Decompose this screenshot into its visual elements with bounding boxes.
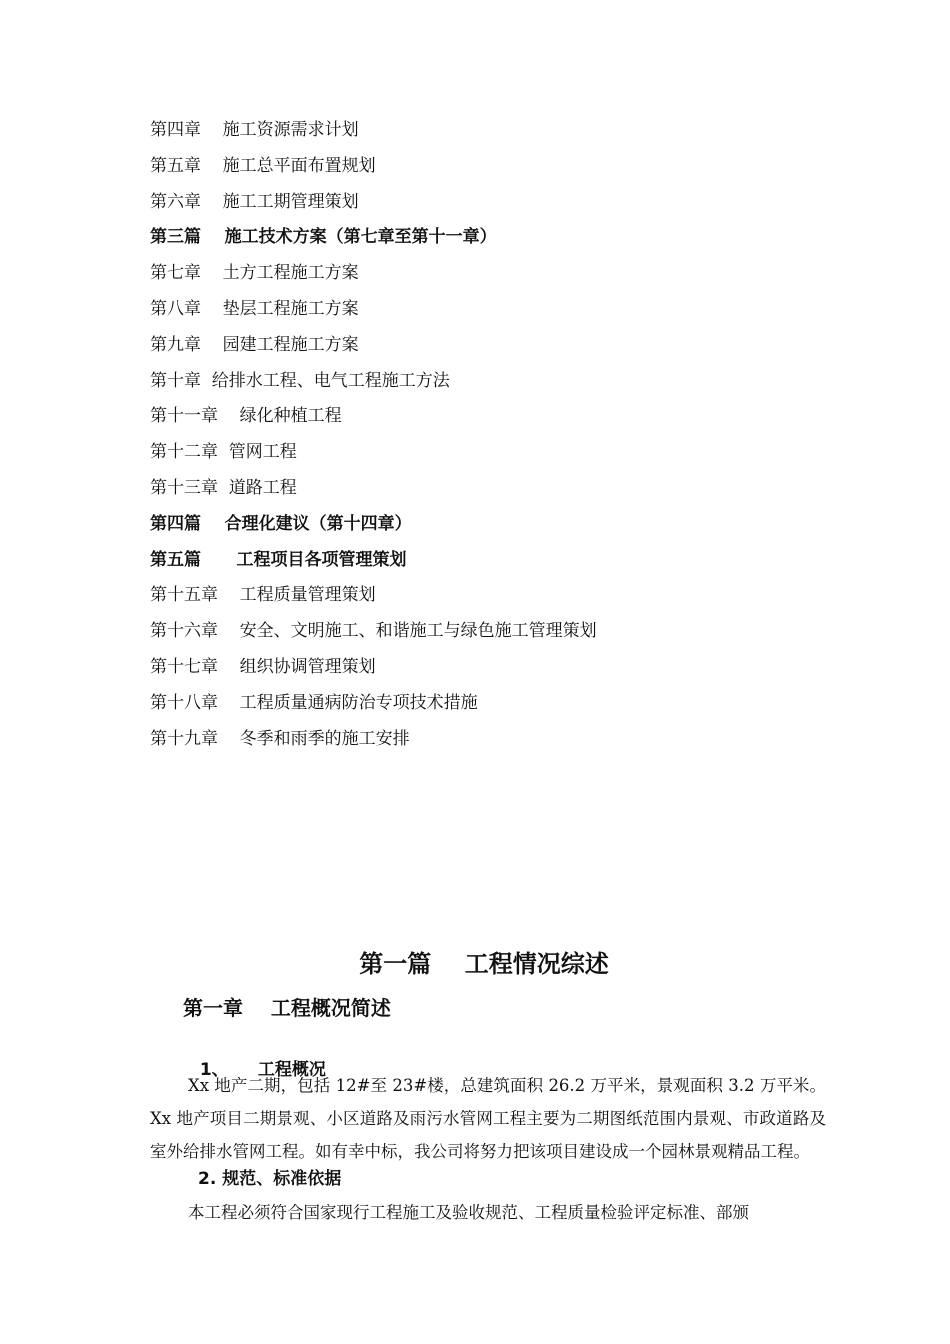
toc-part-entry: 第四篇 合理化建议（第十四章）	[150, 513, 412, 534]
toc-chapter-entry: 第十六章 安全、文明施工、和谐施工与绿色施工管理策划	[150, 621, 597, 642]
toc-chapter-entry: 第五章 施工总平面布置规划	[150, 155, 376, 176]
toc-chapter-entry: 第四章 施工资源需求计划	[150, 120, 359, 140]
overview-paragraph: Xx 地产二期，包括 12#至 23#楼，总建筑面积 26.2 万平米，景观面积 3.2 万平米。Xx 地产项目二期景观、小区道路及雨污水管网工程主要为二期图纸范围内景观、市政道路及室外给排水管网工程。如有幸中标，我公司将努力把该项目建设成一个园林景观精品工程。	[150, 1076, 826, 1161]
toc-chapter-entry: 第七章 土方工程施工方案	[150, 263, 359, 284]
toc-chapter-entry: 第十九章 冬季和雨季的施工安排	[150, 728, 410, 749]
part-title: 第一篇 工程情况综述	[359, 950, 609, 978]
toc-chapter-entry: 第十一章 绿化种植工程	[150, 406, 342, 427]
section-number: 1、	[199, 1060, 229, 1080]
toc-chapter-entry: 第十八章 工程质量通病防治专项技术措施	[150, 692, 478, 713]
toc-chapter-entry: 第八章 垫层工程施工方案	[150, 298, 359, 319]
toc-chapter-entry: 第十二章 管网工程	[150, 442, 297, 463]
chapter-title: 第一章 工程概况简述	[183, 996, 391, 1020]
toc-chapter-entry: 第十七章 组织协调管理策划	[150, 656, 376, 677]
toc-part-entry: 第五篇 工程项目各项管理策划	[150, 549, 407, 570]
toc-chapter-entry: 第六章 施工工期管理策划	[150, 191, 359, 212]
toc-part-entry: 第三篇 施工技术方案（第七章至第十一章）	[150, 227, 497, 248]
section-heading-text: 工程概况	[257, 1060, 326, 1080]
standards-paragraph: 本工程必须符合国家现行工程施工及验收规范、工程质量检验评定标准、部颁	[188, 1203, 749, 1222]
toc-chapter-entry: 第十五章 工程质量管理策划	[150, 585, 376, 606]
toc-chapter-entry: 第十三章 道路工程	[150, 477, 297, 498]
table-of-contents	[150, 113, 870, 757]
section-heading-standards: 2. 规范、标准依据	[198, 1169, 342, 1189]
toc-chapter-entry: 第九章 园建工程施工方案	[150, 334, 359, 355]
toc-chapter-entry: 第十章 给排水工程、电气工程施工方法	[150, 370, 450, 391]
